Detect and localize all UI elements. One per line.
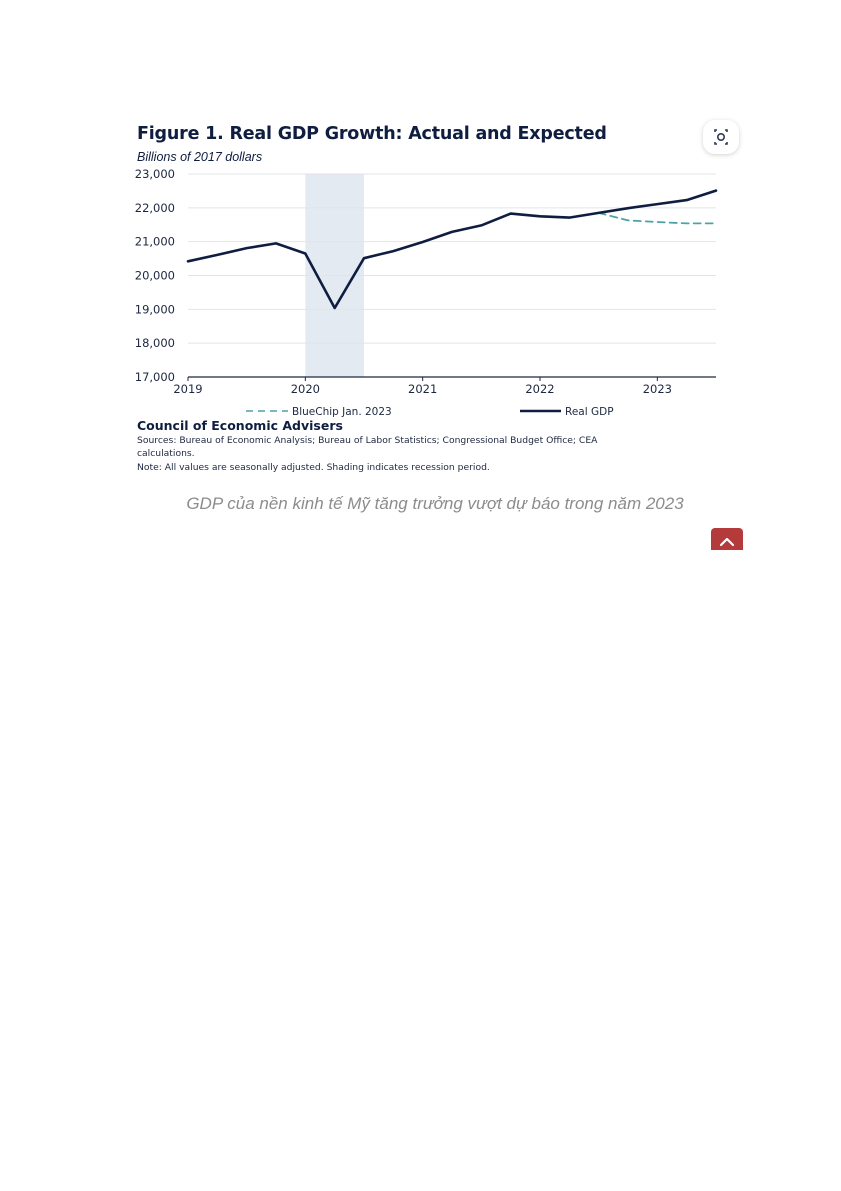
- source-organization: Council of Economic Advisers: [137, 418, 343, 433]
- y-tick-label: 19,000: [134, 302, 175, 317]
- image-caption: GDP của nền kinh tế Mỹ tăng trưởng vượt dự báo trong năm 2023: [186, 494, 684, 513]
- chevron-up-icon: [711, 528, 743, 550]
- x-tick-label: 2020: [290, 382, 320, 396]
- x-tick-label: 2023: [642, 382, 672, 396]
- legend-label-bluechip: BlueChip Jan. 2023: [292, 406, 392, 418]
- sources-note: Sources: Bureau of Economic Analysis; Bureau of Labor Statistics; Congressional Budget Office; CEA: [137, 435, 598, 446]
- y-tick-label: 17,000: [134, 370, 175, 384]
- y-tick-label: 18,000: [134, 336, 175, 351]
- x-tick-label: 2022: [525, 382, 555, 396]
- x-tick-label: 2019: [173, 382, 203, 396]
- seasonal-adjustment-note: Note: All values are seasonally adjusted. Shading indicates recession period.: [137, 462, 490, 473]
- y-tick-label: 23,000: [134, 167, 175, 181]
- sources-note-continued: calculations.: [137, 448, 195, 459]
- chart-subtitle: Billions of 2017 dollars: [137, 150, 263, 164]
- legend-label-real-gdp: Real GDP: [565, 406, 614, 418]
- x-tick-label: 2021: [408, 382, 438, 396]
- y-tick-label: 20,000: [134, 268, 175, 283]
- chart-title: Figure 1. Real GDP Growth: Actual and Expected: [137, 124, 607, 144]
- gdp-line-chart: [0, 0, 841, 480]
- y-tick-label: 21,000: [134, 234, 175, 249]
- scroll-to-top-button[interactable]: [711, 528, 743, 550]
- y-tick-label: 22,000: [134, 200, 175, 215]
- bluechip-forecast-line: [599, 213, 716, 224]
